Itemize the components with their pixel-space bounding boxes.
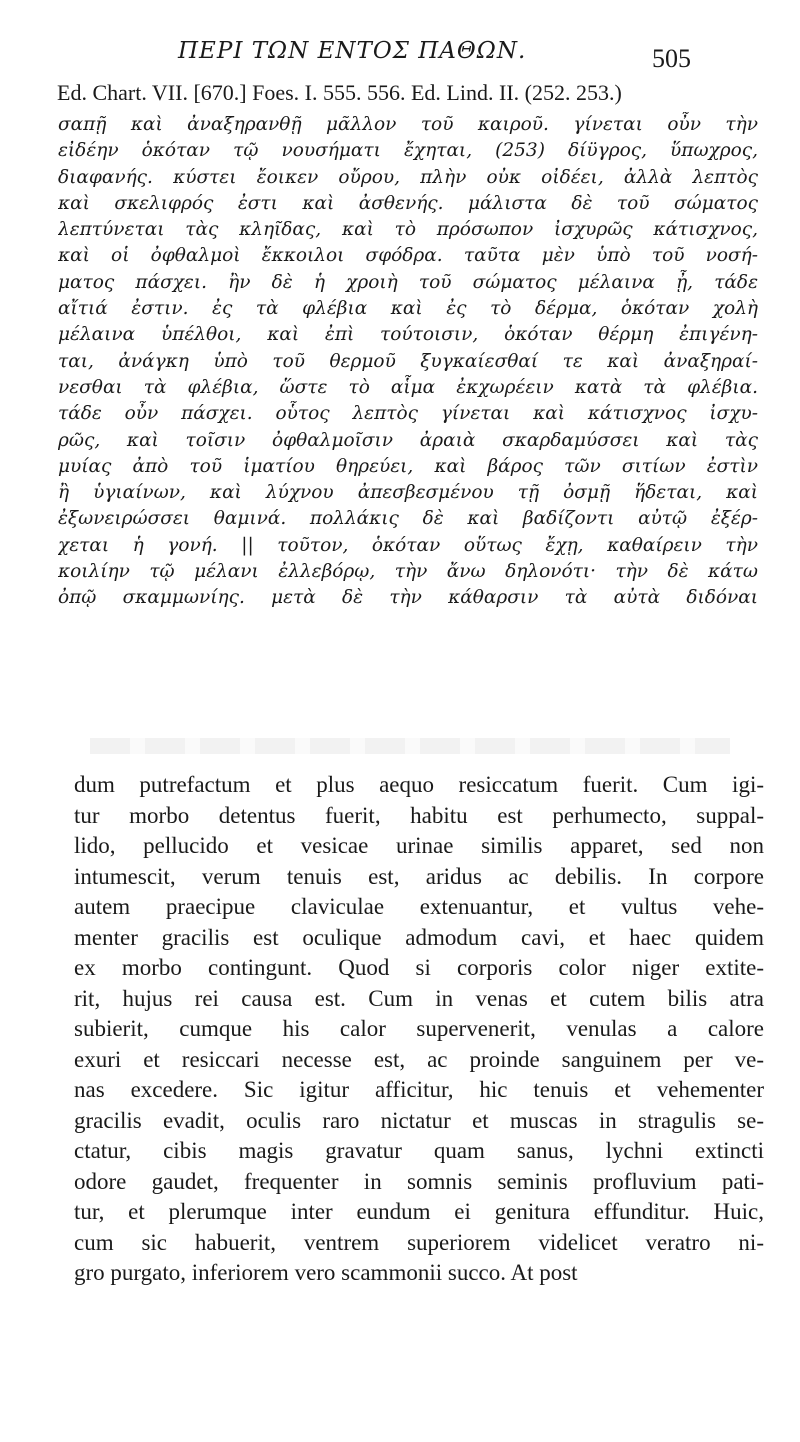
greek-text-line: διαφανής. κύστει ἔοικεν οὔρου, πλὴν οὐκ οἰδέει, ἀλλὰ λεπτὸς [58,166,758,188]
page-number: 505 [652,44,691,73]
latin-text-line: tur, et plerumque inter eundum ei genitura effunditur. Huic, [74,1199,764,1224]
latin-text-line: ctatur, cibis magis gravatur quam sanus, lychni extincti [74,1138,764,1163]
latin-text-line: rit, hujus rei causa est. Cum in venas et cutem bilis atra [74,985,764,1011]
greek-text-line: ται, ἀνάγκη ὑπὸ τοῦ θερμοῦ ξυγκαίεσθαί τε καὶ ἀναξηραί- [58,350,758,372]
latin-text-line: gracilis evadit, oculis raro nictatur et muscas in stragulis se- [74,1107,764,1133]
latin-text-line: ex morbo contingunt. Quod si corporis color niger extite- [74,955,764,980]
bleed-through-shadow [90,738,730,754]
latin-translation-block [74,770,764,1289]
greek-text-line: χεται ἡ γονή. || τοῦτον, ὁκόταν οὕτως ἔχῃ, καθαίρειν τὴν [58,534,758,556]
greek-text-line: νεσθαι τὰ φλέβια, ὥστε τὸ αἷμα ἐκχωρέειν κατὰ τὰ φλέβια. [58,376,758,398]
greek-text-line: μέλαινα ὑπέλθοι, καὶ ἐπὶ τούτοισιν, ὁκόταν θέρμη ἐπιγένη- [58,324,758,346]
latin-text-line: subierit, cumque his calor supervenerit, venulas a calore [74,1016,764,1041]
greek-text-line: ἐξωνειρώσσει θαμινά. πολλάκις δὲ καὶ βαδίζοντι αὐτῷ ἐξέρ- [58,508,758,530]
greek-text-line: ἢ ὑγιαίνων, καὶ λύχνου ἀπεσβεσμένου τῇ ὀσμῇ ἥδεται, καὶ [58,482,758,504]
greek-text-block [58,112,758,612]
greek-text-line: καὶ οἱ ὀφθαλμοὶ ἔκκοιλοι σφόδρα. ταῦτα μὲν ὑπὸ τοῦ νοσή- [58,245,758,267]
greek-text-line: ὀπῷ σκαμμωνίης. μετὰ δὲ τὴν κάθαρσιν τὰ αὐτὰ διδόναι [58,587,758,609]
latin-text-line: intumescit, verum tenuis est, aridus ac debilis. In corpore [74,863,764,889]
greek-text-line: λεπτύνεται τὰς κληῖδας, καὶ τὸ πρόσωπον ἰσχυρῶς κάτισχνος, [58,219,758,241]
latin-text-line: dum putrefactum et plus aequo resiccatum fuerit. Cum igi- [74,772,764,797]
latin-text-line: autem praecipue claviculae extenuantur, et vultus vehe- [74,894,764,919]
greek-text-line: μυίας ἀπὸ τοῦ ἱματίου θηρεύει, καὶ βάρος τῶν σιτίων ἐστὶν [58,455,758,477]
latin-text-line: cum sic habuerit, ventrem superiorem videlicet veratro ni- [74,1229,764,1255]
latin-text-line: lido, pellucido et vesicae urinae similis apparet, sed non [74,833,764,858]
greek-text-line: σαπῇ καὶ ἀναξηρανθῇ μᾶλλον τοῦ καιροῦ. γίνεται οὖν τὴν [58,114,758,135]
latin-text-line: odore gaudet, frequenter in somnis seminis profluvium pati- [74,1168,764,1194]
greek-text-line: τάδε οὖν πάσχει. οὗτος λεπτὸς γίνεται καὶ κάτισχνος ἰσχυ- [58,403,758,425]
latin-text-line: nas excedere. Sic igitur afficitur, hic tenuis et vehementer [74,1077,764,1102]
running-title: ΠΕΡΙ ΤΩΝ ΕΝΤΟΣ ΠΑΘΩΝ. [178,38,527,64]
edition-reference: Ed. Chart. VII. [670.] Foes. I. 555. 556. Ed. Lind. II. (252. 253.) [57,80,622,105]
greek-text-line: αἴτιά ἐστιν. ἐς τὰ φλέβια καὶ ἐς τὸ δέρμα, ὁκόταν χολὴ [58,298,758,320]
greek-text-line: ματος πάσχει. ἢν δὲ ἡ χροιὴ τοῦ σώματος μέλαινα ᾖ, τάδε [58,271,758,293]
latin-text-line: gro purgato, inferiorem vero scammonii succo. At post [74,1260,578,1285]
latin-text-line: tur morbo detentus fuerit, habitu est perhumecto, suppal- [74,802,764,828]
greek-text-line: εἰδέην ὁκόταν τῷ νουσήματι ἔχηται, (253) δίϋγρος, ὕπωχρος, [58,140,758,162]
greek-text-line: καὶ σκελιφρός ἐστι καὶ ἀσθενής. μάλιστα δὲ τοῦ σώματος [58,192,758,214]
latin-text-line: exuri et resiccari necesse est, ac proinde sanguinem per ve- [74,1046,764,1072]
latin-text-line: menter gracilis est oculique admodum cavi, et haec quidem [74,924,764,950]
greek-text-line: ρῶς, καὶ τοῖσιν ὀφθαλμοῖσιν ἀραιὰ σκαρδαμύσσει καὶ τὰς [58,429,758,451]
greek-text-line: κοιλίην τῷ μέλανι ἐλλεβόρῳ, τὴν ἄνω δηλονότι· τὴν δὲ κάτω [58,561,758,583]
